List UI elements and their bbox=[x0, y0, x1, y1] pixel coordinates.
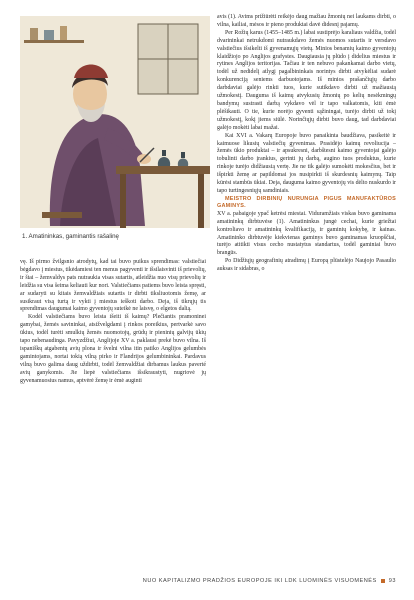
craftsman-illustration bbox=[20, 16, 210, 228]
running-title: NUO KAPITALIZMO PRADŽIOS EUROPOJE IKI LDK LUOMINĖS VISUOMENĖS bbox=[142, 578, 377, 584]
paragraph: Per Rožių karus (1455–1485 m.) labai sustiprėjo karaliaus valdžia, todėl dvarininkai netrukdomi nutraukdavo žemės nuomos sutartis ir versdavo valstiečius išsikelti iš gyvenamųjų vietų. Minios benamių kaimo gyventojų klaidžiojo po Anglijos grafystes. Daugiausia jų plūdo į didelius miestus ir rytines Anglijos teritorijas. Tačiau ir ten nebuvo pakankamai darbo vietų, todėl už nedidelį atlygį pagalbininkais norintys dirbti atvykėliai sudarė konkurenciją seniems darbuotojams. Iš minios prašančiųjų darbo darbdaviai galėjo rinkti tuos, kurie sutikdavo dirbti už mažiausią užmokestį. Dauguma iš kaimų atvykusių žmonių po kelių nesėkmingų bandymų sustrasti darbą vykdavo vėl ir tapo valkatomis, kiti ėmė plėšikauti. O tie, kurie norėjo gyventi sąžiningai, turėjo dirbti už tokį užmokestį, kokį jiems siūlė. Norinčiųjų dirbti buvo daug, tad darbdaviai galėjo mokėti labai mažai. bbox=[217, 29, 396, 131]
paragraph: Po Didžiųjų geografinių atradimų į Europą plūstelėjo Naujojo Pasaulio auksas ir sidabras, o bbox=[217, 258, 396, 273]
section-subheading: MEISTRO DIRBINIŲ NURUNGIA PIGUS MANUFAKTŪROS GAMINYS. bbox=[217, 195, 396, 210]
left-text-column bbox=[20, 259, 206, 386]
page-number: 93 bbox=[388, 578, 396, 584]
paragraph: Kodėl valstiečiams buvo leista išeiti iš kaimų? Plečiantis pramoninei gamybai, žemės savininkai, atsižvelgdami į rinkos poreikius, pertvarkė savo ūkius, todėl turėti smulkių žemės nuomotojų, grūdų ir pieninių galvijų ūkių tapo nebenaudinga. Pavyzdžiui, Anglijoje XV a. paklausi prekė buvo vilna. Iš ispaniškų atgabentų avių plona ir švelni vilna itin patiko Anglijos gelumbės gamintojams, nortai tokią vilną pirko ir Flandrijos gelumbininkai. Pardavus vilną buvo galima daug uždirbti, todėl žemvaldžiai dirbamus laukus paverté avių ganykomis. Jie liepė valstiečiams išsikraustyti, nugriovė jų gyvenamuosius namus, aptvėrė žemę ir ėmė auginti bbox=[20, 314, 206, 384]
figure-caption: 1. Amatininkas, gaminantis rašalinę bbox=[22, 233, 119, 240]
craftsman-drawing bbox=[20, 16, 210, 228]
footer-separator-icon bbox=[381, 579, 385, 583]
page-footer bbox=[20, 578, 396, 588]
paragraph: vę. Iš pirmo žvilgsnio atrodytų, kad tai buvo puikus sprendimas: valstiečiai bėgdavo į miestus, tikėdamiesi ten menus pagyventi ir išsilaisvinti iš prievolių, ir štai – žemvaldys pats nutraukia visas sutartis, atleidžia nuo visų prievolių ir leidžia su visa šeima keliauti kur nori. Valstiečiams patiems buvo leista spręsti, ar sudaryti su kitais žemvaldžiais sutartis ir dirbti tiksliuotomis žemę, ar susikraut visą turtą ir vykti į miestus ieškoti darbo. Deja, iš tikrųjų tis sprendimas daugumai kaimo gyventojų suteikė ne laisvę, o elgetos dalią. bbox=[20, 259, 206, 313]
paragraph: avis (1). Avims prižiūrėti reikėjo daug mažiau žmonių nei laukams dirbti, o vilna, kailiai, mėsos ir pieno produktai davė didesnį pajamų. bbox=[217, 14, 396, 28]
right-text-column bbox=[217, 14, 396, 274]
paragraph: Kai XVI a. Vakarų Europoje buvo panaikinta baudžiava, pasikeitė ir kaimuose likusių valstiečių gyvenimas. Prasidėjo kaimų revoliucija – žemės ūkio produktai – ir apsukresni, darbštesni kaimo gyventojai galėjo tobulinti darbo įrankius, gerinti jų darbą, augino tuos produktus, kurie rinkoje turėjo didžiausią vertę. Jie ne tik galėjo sumokėti mokesčius, bet ir išpirkti žemę ar papildomai jos nusipirkti iš skurdesnių kaimynų. Taip kūrėsi stambūs ūkiai. Deja, dauguma kaimo gyventojų vis dėlto nuskurdo ir tapo turtingesniųjų samdiniais. bbox=[217, 132, 396, 194]
paragraph: XV a. pabaigoje ypač ketrėsi miestai. Viduramžiais viskas buvo gaminama amatininkų dirbtuvėse (1). Amatininkus jungė cechai, kurie griežtai kontroliavo ir amatininkų kvalifikaciją, ir gaminių kokybę, ir kainas. Amatininko dirbtuvėje kiekvienas gaminys buvo gaminamas kruopščiai, turėjo atitikti visus cecho nustatytus standartus, todėl gaminiai buvo brangūs. bbox=[217, 210, 396, 257]
